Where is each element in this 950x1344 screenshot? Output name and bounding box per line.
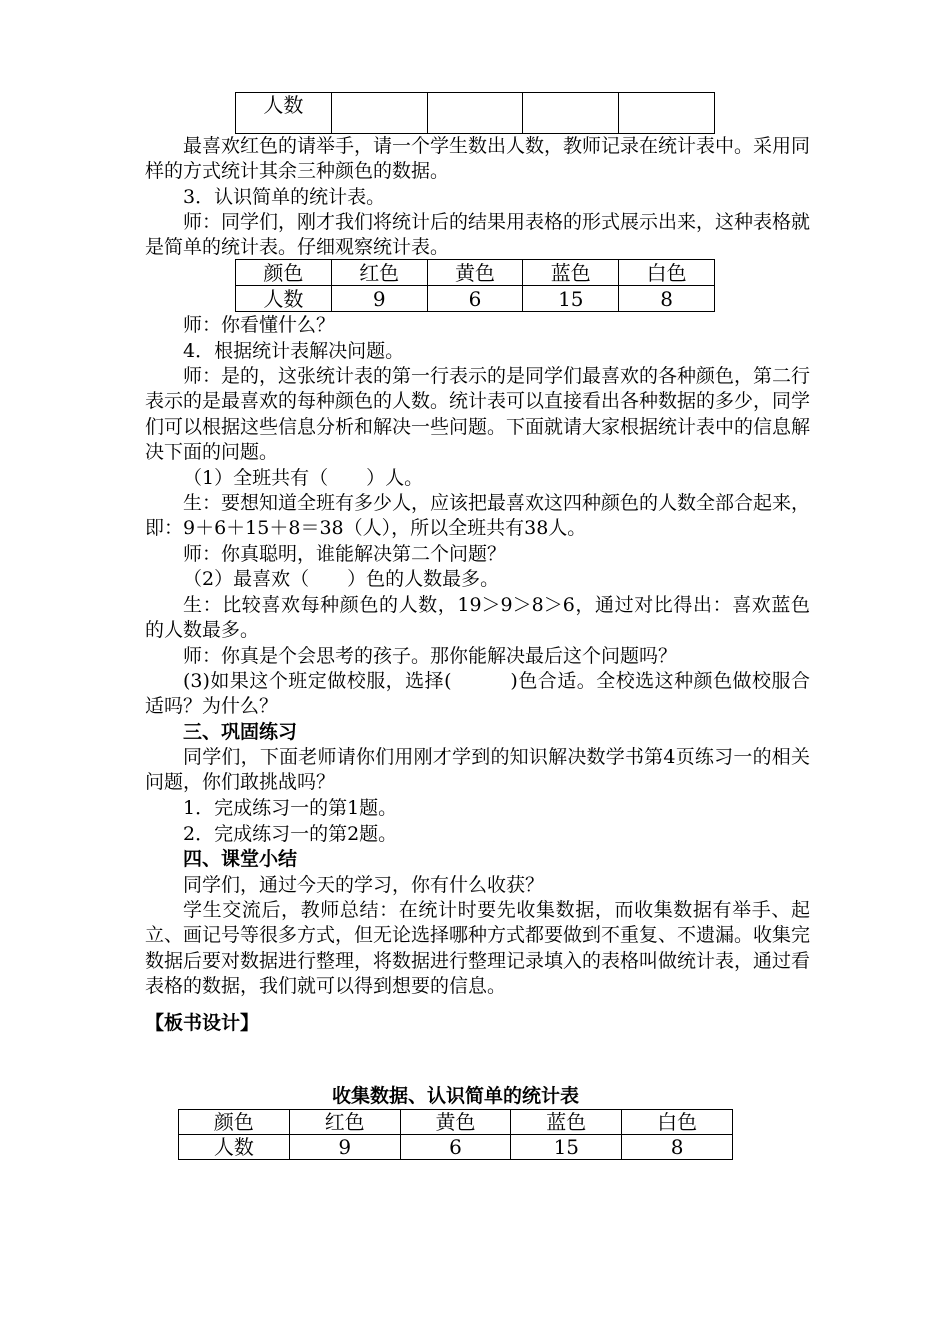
paragraph: 同学们，下面老师请你们用刚才学到的知识解决数学书第4页练习一的相关问题，你们敢挑战吗？ [145,746,810,794]
table-cell: 蓝色 [511,1110,622,1135]
paragraph: 3．认识简单的统计表。 [183,186,386,208]
table-cell: 6 [427,286,523,312]
table-cell: 蓝色 [523,260,619,286]
table-cell: 黄色 [400,1110,511,1135]
table-cell: 红色 [289,1110,400,1135]
board-design-label: 【板书设计】 [145,1012,260,1034]
table-cell: 9 [331,286,427,312]
table-cell: 6 [400,1135,511,1160]
table-row [179,1135,733,1160]
statistics-table [235,259,715,312]
paragraph: 师：你真聪明，谁能解决第二个问题？ [183,543,507,565]
board-title: 收集数据、认识简单的统计表 [331,1085,579,1107]
table-cell: 颜色 [236,260,332,286]
paragraph: 生：要想知道全班有多少人，应该把最喜欢这四种颜色的人数全部合起来，即：9＋6＋15＋8＝38（人），所以全班共有38人。 [145,492,811,540]
table-header-row [236,260,715,286]
table-cell: 人数 [179,1135,290,1160]
paragraph: 4．根据统计表解决问题。 [183,340,405,362]
table-cell: 9 [289,1135,400,1160]
table-cell: 人数 [236,286,332,312]
blank-cell [427,93,523,134]
table-cell: 15 [511,1135,622,1160]
table-cell: 颜色 [179,1110,290,1135]
table-cell: 15 [523,286,619,312]
paragraph: 1．完成练习一的第1题。 [183,797,398,819]
paragraph: 师：你看懂什么？ [183,314,336,336]
table-cell: 白色 [619,260,715,286]
paragraph: 学生交流后，教师总结：在统计时要先收集数据，而收集数据有举手、起立、画记号等很多方式，但无论选择哪种方式都要做到不重复、不遗漏。收集完数据后要对数据进行整理，将数据进行整理记录填入的表格叫做统计表，通过看表格的数据，我们就可以得到想要的信息。 [145,899,811,998]
row-label: 人数 [236,93,332,134]
table-cell: 红色 [331,260,427,286]
paragraph: 2．完成练习一的第2题。 [183,823,398,845]
paragraph: 同学们，通过今天的学习，你有什么收获？ [183,874,545,896]
blank-cell [619,93,715,134]
paragraph: 师：你真是个会思考的孩子。那你能解决最后这个问题吗？ [183,645,678,667]
paragraph: 最喜欢红色的请举手，请一个学生数出人数，教师记录在统计表中。采用同样的方式统计其余三种颜色的数据。 [145,135,811,183]
paragraph: 师：同学们，刚才我们将统计后的结果用表格的形式展示出来，这种表格就是简单的统计表。仔细观察统计表。 [145,211,811,259]
board-statistics-table [178,1109,733,1160]
table-cell: 黄色 [427,260,523,286]
paragraph: 生：比较喜欢每种颜色的人数，19＞9＞8＞6，通过对比得出：喜欢蓝色的人数最多。 [145,594,810,642]
table-header-row [179,1110,733,1135]
table-cell: 8 [622,1135,733,1160]
blank-cell [523,93,619,134]
paragraph: (3)如果这个班定做校服，选择( )色合适。全校选这种颜色做校服合适吗？为什么？ [145,670,810,718]
section-heading: 三、巩固练习 [183,721,298,743]
paragraph: （1）全班共有（ ）人。 [183,467,424,489]
paragraph: 师：是的，这张统计表的第一行表示的是同学们最喜欢的各种颜色，第二行表示的是最喜欢的每种颜色的人数。统计表可以直接看出各种数据的多少，同学们可以根据这些信息分析和解决一些问题。下面就请大家根据统计表中的信息解决下面的问题。 [145,365,811,464]
table-cell: 8 [619,286,715,312]
blank-cell [331,93,427,134]
table-cell: 白色 [622,1110,733,1135]
section-heading: 四、课堂小结 [183,848,298,870]
paragraph: （2）最喜欢（ ）色的人数最多。 [183,568,500,590]
table-row [236,286,715,312]
table-row [236,93,715,134]
blank-tally-table [235,92,715,134]
